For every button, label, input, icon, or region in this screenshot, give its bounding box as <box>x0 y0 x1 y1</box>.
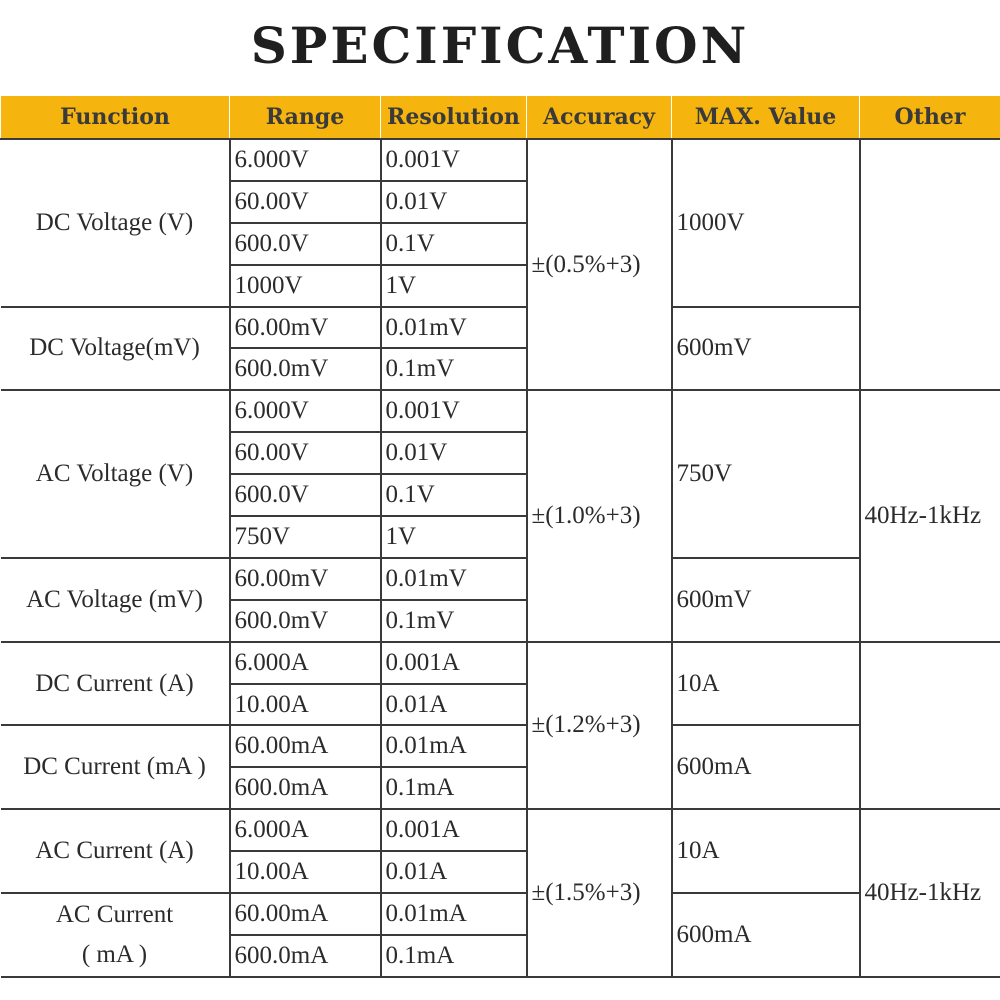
resolution-cell: 0.1V <box>381 223 527 265</box>
specification-table <box>0 95 1000 978</box>
max-value-cell: 10A <box>672 809 860 893</box>
table-row <box>1 558 1000 600</box>
page-title: SPECIFICATION <box>250 16 750 75</box>
range-cell: 60.00mV <box>230 307 381 349</box>
range-cell: 60.00V <box>230 181 381 223</box>
header-range: Range <box>230 96 381 140</box>
other-cell: 40Hz-1kHz <box>860 390 1000 641</box>
function-cell: AC Voltage (V) <box>1 390 230 558</box>
max-value-cell: 750V <box>672 390 860 558</box>
resolution-cell: 0.1mV <box>381 348 527 390</box>
other-cell: 40Hz-1kHz <box>860 809 1000 977</box>
range-cell: 600.0mA <box>230 935 381 977</box>
header-function: Function <box>1 96 230 140</box>
max-value-cell: 600mV <box>672 558 860 642</box>
header-resolution: Resolution <box>381 96 527 140</box>
resolution-cell: 0.1mA <box>381 935 527 977</box>
other-cell <box>860 642 1000 810</box>
range-cell: 6.000V <box>230 139 381 181</box>
function-cell: AC Current (A) <box>1 809 230 893</box>
resolution-cell: 0.001A <box>381 809 527 851</box>
accuracy-cell: ±(0.5%+3) <box>527 139 672 390</box>
accuracy-cell: ±(1.2%+3) <box>527 642 672 810</box>
range-cell: 6.000A <box>230 642 381 684</box>
accuracy-cell: ±(1.5%+3) <box>527 809 672 977</box>
resolution-cell: 0.01A <box>381 684 527 726</box>
max-value-cell: 600mA <box>672 893 860 977</box>
resolution-cell: 0.1V <box>381 474 527 516</box>
range-cell: 1000V <box>230 265 381 307</box>
table-row <box>1 893 1000 935</box>
range-cell: 750V <box>230 516 381 558</box>
range-cell: 60.00mA <box>230 893 381 935</box>
resolution-cell: 0.01mV <box>381 307 527 349</box>
range-cell: 6.000V <box>230 390 381 432</box>
table-row <box>1 809 1000 851</box>
range-cell: 600.0mV <box>230 600 381 642</box>
function-cell: DC Voltage(mV) <box>1 307 230 391</box>
resolution-cell: 0.01A <box>381 851 527 893</box>
function-cell <box>1 893 230 977</box>
range-cell: 6.000A <box>230 809 381 851</box>
resolution-cell: 0.001V <box>381 139 527 181</box>
resolution-cell: 0.1mA <box>381 767 527 809</box>
table-row <box>1 642 1000 684</box>
range-cell: 600.0V <box>230 223 381 265</box>
range-cell: 600.0mA <box>230 767 381 809</box>
table-row <box>1 139 1000 181</box>
range-cell: 600.0mV <box>230 348 381 390</box>
range-cell: 60.00V <box>230 432 381 474</box>
function-cell: DC Current (mA ) <box>1 725 230 809</box>
range-cell: 60.00mV <box>230 558 381 600</box>
header-row <box>1 96 1000 140</box>
resolution-cell: 0.01mV <box>381 558 527 600</box>
table-body <box>1 139 1000 977</box>
range-cell: 10.00A <box>230 684 381 726</box>
other-cell <box>860 139 1000 390</box>
resolution-cell: 0.01V <box>381 181 527 223</box>
resolution-cell: 0.1mV <box>381 600 527 642</box>
resolution-cell: 0.01mA <box>381 725 527 767</box>
header-other: Other <box>860 96 1000 140</box>
resolution-cell: 0.01V <box>381 432 527 474</box>
function-cell: AC Voltage (mV) <box>1 558 230 642</box>
table-row <box>1 307 1000 349</box>
table-row <box>1 725 1000 767</box>
resolution-cell: 1V <box>381 265 527 307</box>
function-unit-line: ( mA ) <box>81 940 148 968</box>
accuracy-cell: ±(1.0%+3) <box>527 390 672 641</box>
resolution-cell: 1V <box>381 516 527 558</box>
function-cell: DC Current (A) <box>1 642 230 726</box>
max-value-cell: 600mA <box>672 725 860 809</box>
range-cell: 10.00A <box>230 851 381 893</box>
max-value-cell: 600mV <box>672 307 860 391</box>
table-row <box>1 390 1000 432</box>
resolution-cell: 0.001A <box>381 642 527 684</box>
header-max-value: MAX. Value <box>672 96 860 140</box>
header-accuracy: Accuracy <box>527 96 672 140</box>
range-cell: 60.00mA <box>230 725 381 767</box>
max-value-cell: 10A <box>672 642 860 726</box>
resolution-cell: 0.001V <box>381 390 527 432</box>
function-label-line: AC Current <box>55 900 174 928</box>
resolution-cell: 0.01mA <box>381 893 527 935</box>
range-cell: 600.0V <box>230 474 381 516</box>
max-value-cell: 1000V <box>672 139 860 307</box>
function-cell: DC Voltage (V) <box>1 139 230 307</box>
